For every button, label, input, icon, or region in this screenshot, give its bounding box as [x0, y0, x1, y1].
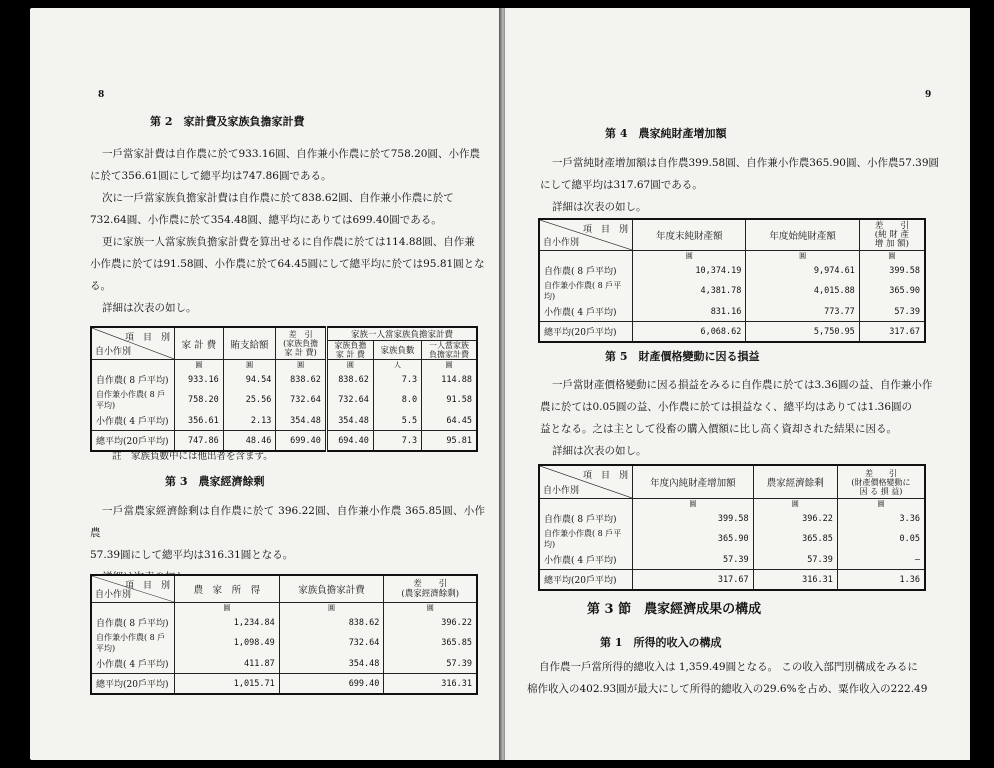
diag-header: 項 目 別 自小作別 [91, 327, 175, 360]
table-row: 自作農( 8 戶平均) 399.58 396.22 3.36 [539, 509, 925, 528]
table-row: 自作兼小作農( 8 戶平均) 1,098.49 732.64 365.85 [91, 632, 477, 654]
table-row: 自作兼小作農( 8 戶平均) 4,381.78 4,015.88 365.90 [539, 280, 925, 302]
paragraph: 一戶當純財產增加額は自作農399.58圓、自作兼小作農365.90圓、小作農57.39圓 にして總平均は317.67圓である。 詳細は次表の如し。 [540, 157, 940, 213]
table-row: 總平均(20戶平均) 747.86 48.46 699.40 694.40 7.3 95.81 [91, 431, 477, 452]
chapter-title: 第 3 節 農家經濟成果の構成 [587, 602, 762, 617]
subsection-title: 第 1 所得的收入の構成 [600, 636, 722, 649]
paragraph: 一戶當農家經濟餘剩は自作農に於て 396.22圓、自作兼小作農 365.85圓、小作農 57.39圓にして總平均は316.31圓となる。 [90, 505, 485, 561]
table-row: 小作農( 4 戶平均) 356.61 2.13 354.48 354.48 5.5 64.45 [91, 411, 477, 431]
col-header: 差 引 (家族負擔 家 計 費) [276, 327, 327, 360]
left-page [30, 8, 500, 760]
table-row: 小作農( 4 戶平均) 57.39 57.39 — [539, 550, 925, 570]
paragraph: 一戶當財產價格變動に因る損益をみるに自作農に於ては3.36圓の益、自作兼小作 農に於ては0.05圓の益、小作農に於ては損益なく、總平均はありては1.36圓の 益となる。之は主として役畜の購入價額に比し高く資却された結果に因る。 詳細は次表の如し。 [540, 379, 933, 457]
table-household-expense: 項 目 別 自小作別 家 計 費 賄支給額 差 引 (家族負擔 家 計 費) 家族一人當家族負擔家計費 家族負擔 家 計 費 家族負數 一人當家族 負擔家計費 圓 圓 圓 圓 人 圓 自作農( 8 戶平均) 933.16 94.54 838.62 838.62 7.3 114.88 自作兼小作農( 8 戶平均) 758.20 25.56 732.64 732.64 8.0 91.58 小作農( 4 戶平均) 356.61 2.13 354.48 354.48 5.5 64.45 總平均(20戶平均) 747.86 48.46 699.40 694.40 7.3 95.81 [90, 326, 478, 452]
table-row: 小作農( 4 戶平均) 411.87 354.48 57.39 [91, 654, 477, 674]
table-net-asset-increase: 項 目 別 自小作別 年度末純財產額 年度始純財產額 差 引 (純 財 產 增 加 額) 圓 圓 圓 自作農( 8 戶平均) 10,374.19 9,974.61 399.58 自作兼小作農( 8 戶平均) 4,381.78 4,015.88 365.90 小作農( 4 戶平均) 831.16 773.77 57.39 總平均(20戶平均) 6,068.62 5,750.95 317.67 [538, 218, 926, 343]
diag-header: 項 目 別 自小作別 [539, 219, 633, 251]
paragraph: 自作農一戶當所得的總收入は 1,359.49圓となる。 この收入部門別構成をみるに 棉作收入の402.93圓が最大にして所得的總收入の29.6%を占め、粟作收入の222.49 [527, 661, 928, 695]
col-header: 家族負數 [373, 341, 421, 360]
col-header: 年度內純財產增加額 [633, 465, 754, 499]
col-header: 年度末純財產額 [633, 219, 746, 251]
diag-header: 項 目 別 自小作別 [91, 575, 175, 603]
paragraph: 一戶當家計費は自作農に於て933.16圓、自作兼小作農に於て758.20圓、小作農 に於て356.61圓にして總平均は747.86圓である。 次に一戶當家族負擔家計費は自作農に於て838.62圓、自作兼小作農に於て 732.64圓、小作農に於て354.48圓、總平均にありては699.40圓である。 更に家族一人當家族負擔家計費を算出せるに自作農に於ては114.88圓、自作兼 小作農に於ては91.58圓、小作農に於て64.45圓にして總平均に於ては95.81圓とな る。 詳細は次表の如し。 [90, 148, 485, 314]
col-header: 差 引 (財產價格變動に 因 る 損 益) [837, 465, 925, 499]
page-number: 8 [98, 90, 105, 100]
table-row: 總平均(20戶平均) 6,068.62 5,750.95 317.67 [539, 322, 925, 343]
table-row: 小作農( 4 戶平均) 831.16 773.77 57.39 [539, 302, 925, 322]
col-header: 家族負擔 家 計 費 [326, 341, 373, 360]
right-page [505, 8, 970, 760]
table-row: 自作農( 8 戶平均) 10,374.19 9,974.61 399.58 [539, 261, 925, 280]
col-header: 農家經濟餘剩 [753, 465, 837, 499]
col-header: 農 家 所 得 [175, 575, 280, 603]
table-economic-surplus: 項 目 別 自小作別 農 家 所 得 家族負擔家計費 差 引 (農家經濟餘剩) 圓 圓 圓 自作農( 8 戶平均) 1,234.84 838.62 396.22 自作兼小作農( 8 戶平均) 1,098.49 732.64 365.85 小作農( 4 戶平均) 411.87 354.48 57.39 總平均(20戶平均) 1,015.71 699.40 316.31 [90, 574, 478, 695]
section-title: 第 4 農家純財產增加額 [605, 127, 727, 140]
table-row: 自作兼小作農( 8 戶平均) 365.90 365.85 0.05 [539, 528, 925, 550]
table-row: 總平均(20戶平均) 317.67 316.31 1.36 [539, 570, 925, 591]
col-header: 賄支給額 [223, 327, 276, 360]
table-note: 註 家族負數中には他出者を含まず。 [112, 451, 273, 462]
page-number: 9 [925, 90, 932, 100]
group-header: 家族一人當家族負擔家計費 [326, 327, 477, 341]
col-header: 差 引 (農家經濟餘剩) [384, 575, 477, 603]
table-price-fluctuation: 項 目 別 自小作別 年度內純財產增加額 農家經濟餘剩 差 引 (財產價格變動に 因 る 損 益) 圓 圓 圓 自作農( 8 戶平均) 399.58 396.22 3.36 自作兼小作農( 8 戶平均) 365.90 365.85 0.05 小作農( 4 戶平均) 57.39 57.39 — 總平均(20戶平均) 317.67 316.31 1.36 [538, 464, 926, 591]
section-title: 第 3 農家經濟餘剩 [165, 475, 265, 488]
col-header: 家族負擔家計費 [279, 575, 384, 603]
col-header: 差 引 (純 財 產 增 加 額) [859, 219, 925, 251]
table-row: 自作農( 8 戶平均) 933.16 94.54 838.62 838.62 7.3 114.88 [91, 370, 477, 389]
table-row: 自作兼小作農( 8 戶平均) 758.20 25.56 732.64 732.64 8.0 91.58 [91, 389, 477, 411]
col-header: 年度始純財產額 [746, 219, 859, 251]
col-header: 家 計 費 [175, 327, 224, 360]
table-row: 自作農( 8 戶平均) 1,234.84 838.62 396.22 [91, 613, 477, 632]
diag-header: 項 目 別 自小作別 [539, 465, 633, 499]
table-row: 總平均(20戶平均) 1,015.71 699.40 316.31 [91, 674, 477, 695]
section-title: 第 5 財產價格變動に因る損益 [605, 350, 760, 363]
section-title: 第 2 家計費及家族負擔家計費 [150, 115, 305, 128]
col-header: 一人當家族 負擔家計費 [422, 341, 477, 360]
